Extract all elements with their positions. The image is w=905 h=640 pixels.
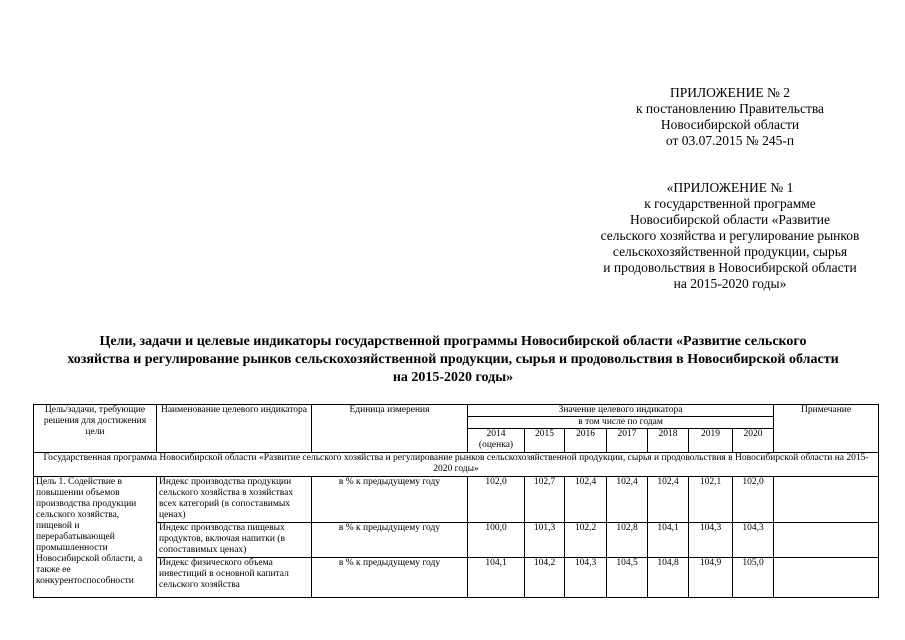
- value-cell: 102,4: [648, 477, 689, 523]
- appendix-2-line: к постановлению Правительства: [635, 101, 825, 116]
- appendix-1-line: на 2015-2020 годы»: [673, 276, 787, 291]
- value-cell: 104,3: [565, 558, 607, 598]
- header-goal: Цель/задачи, требующие решения для достижения цели: [34, 405, 157, 453]
- appendix-1-line: сельскохозяйственной продукции, сырья: [612, 244, 848, 259]
- note-cell: [774, 558, 879, 598]
- header-indicator: Наименование целевого индикатора: [157, 405, 312, 453]
- appendix-1-line: к государственной программе: [644, 196, 816, 211]
- header-note: Примечание: [774, 405, 879, 453]
- value-cell: 102,7: [525, 477, 565, 523]
- value-cell: 104,1: [468, 558, 525, 598]
- document-title-line: на 2015-2020 годы»: [392, 370, 514, 385]
- value-cell: 104,3: [733, 523, 774, 558]
- header-year: 2015: [525, 429, 565, 453]
- header-year: 2016: [565, 429, 607, 453]
- unit-cell: в % к предыдущему году: [312, 477, 468, 523]
- indicator-cell: Индекс производства пищевых продуктов, включая напитки (в сопоставимых ценах): [157, 523, 312, 558]
- header-year: 2020: [733, 429, 774, 453]
- value-cell: 102,2: [565, 523, 607, 558]
- note-cell: [774, 477, 879, 523]
- value-cell: 102,0: [733, 477, 774, 523]
- note-cell: [774, 523, 879, 558]
- appendix-2-line: от 03.07.2015 № 245-п: [665, 133, 795, 148]
- appendix-1-line: и продовольствия в Новосибирской области: [603, 260, 857, 275]
- program-row: Государственная программа Новосибирской области «Развитие сельского хозяйства и регулирование рынков сельскохозяйственной продукции, сырья и продовольствия в Новосибирской области на 2015-2020 годы»: [34, 453, 879, 477]
- value-cell: 102,8: [607, 523, 648, 558]
- indicators-table: [33, 404, 879, 598]
- indicator-cell: Индекс физического объема инвестиций в основной капитал сельского хозяйства: [157, 558, 312, 598]
- appendix-1-line: «ПРИЛОЖЕНИЕ № 1: [666, 180, 794, 195]
- goal-cell: Цель 1. Содействие в повышении объемов производства продукции сельского хозяйства, пищевой и перерабатывающей промышленности Новосибирской области, а также ее конкурентоспособности: [34, 477, 157, 598]
- unit-cell: в % к предыдущему году: [312, 558, 468, 598]
- value-cell: 104,3: [689, 523, 733, 558]
- header-year: 2014 (оценка): [468, 429, 525, 453]
- value-cell: 102,4: [565, 477, 607, 523]
- document-title: [28, 333, 878, 387]
- header-year: 2019: [689, 429, 733, 453]
- value-cell: 104,2: [525, 558, 565, 598]
- unit-cell: в % к предыдущему году: [312, 523, 468, 558]
- value-cell: 104,9: [689, 558, 733, 598]
- appendix-2-line: ПРИЛОЖЕНИЕ № 2: [669, 85, 791, 100]
- indicator-cell: Индекс производства продукции сельского хозяйства в хозяйствах всех категорий (в сопоставимых ценах): [157, 477, 312, 523]
- table-row: [34, 558, 879, 598]
- appendix-2-line: Новосибирской области: [660, 117, 800, 132]
- value-cell: 104,8: [648, 558, 689, 598]
- header-year: 2018: [648, 429, 689, 453]
- appendix-1-line: сельского хозяйства и регулирование рынков: [600, 228, 860, 243]
- value-cell: 105,0: [733, 558, 774, 598]
- value-cell: 104,1: [648, 523, 689, 558]
- appendix-1-header: [560, 180, 900, 292]
- table-row: [34, 523, 879, 558]
- table-row: [34, 477, 879, 523]
- value-cell: 101,3: [525, 523, 565, 558]
- header-unit: Единица измерения: [312, 405, 468, 453]
- value-cell: 104,5: [607, 558, 648, 598]
- header-value: Значение целевого индикатора: [468, 405, 774, 417]
- value-cell: 102,4: [607, 477, 648, 523]
- value-cell: 102,0: [468, 477, 525, 523]
- value-cell: 102,1: [689, 477, 733, 523]
- appendix-2-header: [600, 85, 860, 149]
- value-cell: 100,0: [468, 523, 525, 558]
- header-by-years: в том числе по годам: [468, 417, 774, 429]
- document-title-line: Цели, задачи и целевые индикаторы государственной программы Новосибирской области «Развитие сельского: [99, 334, 807, 349]
- document-title-line: хозяйства и регулирование рынков сельскохозяйственной продукции, сырья и продовольствия в Новосибирской области: [67, 352, 839, 367]
- appendix-1-line: Новосибирской области «Развитие: [630, 212, 830, 227]
- header-year: 2017: [607, 429, 648, 453]
